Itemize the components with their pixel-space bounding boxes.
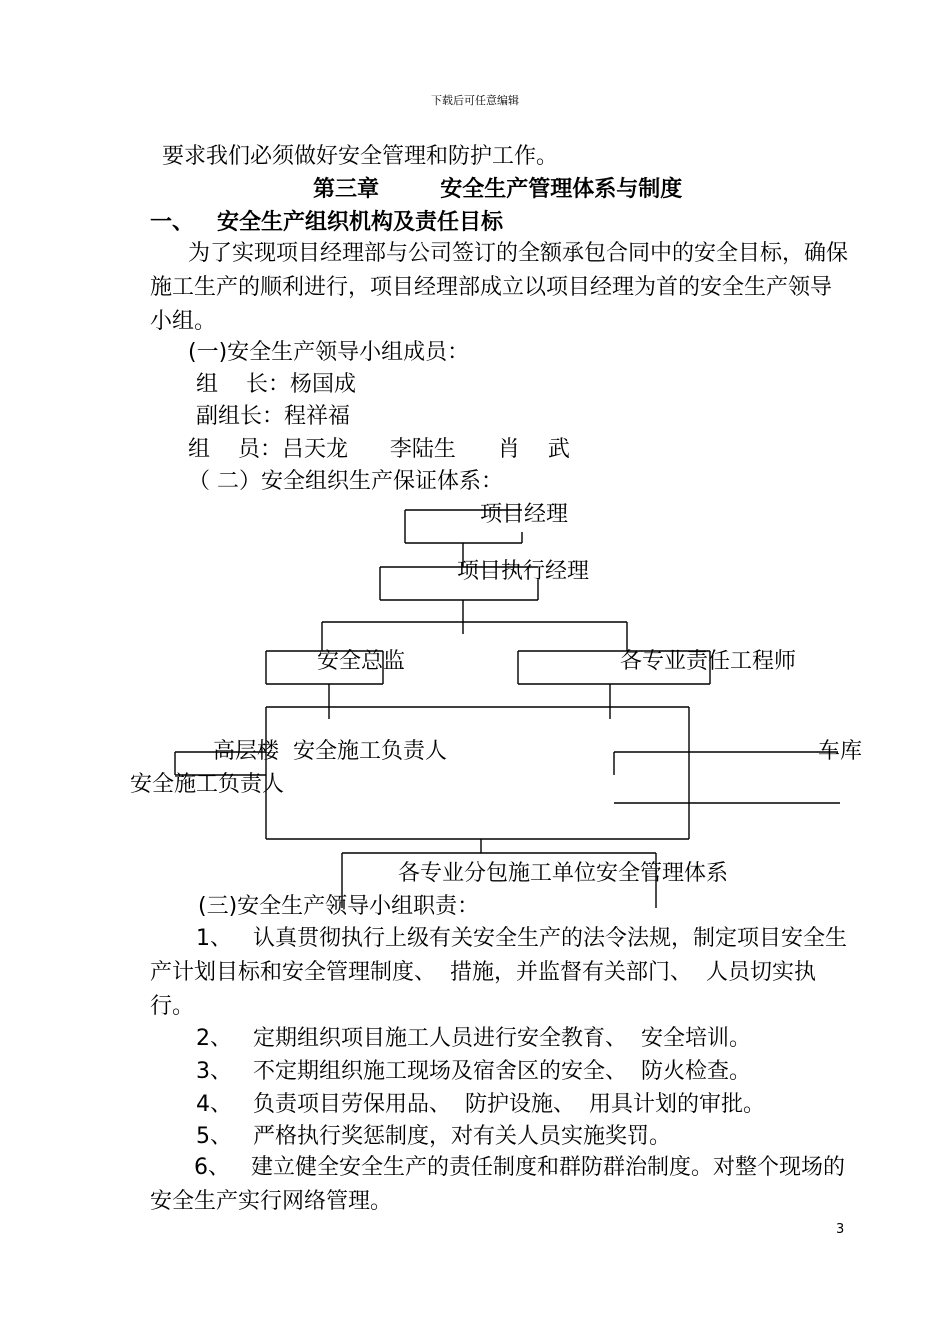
- header-note: 下载后可任意编辑: [431, 94, 519, 107]
- node-highrise-sub: 安全施工负责人: [130, 772, 285, 797]
- system-title: （ 二）安全组织生产保证体系：: [188, 469, 503, 494]
- intro-line: 要求我们必须做好安全管理和防护工作。: [162, 144, 559, 169]
- staff-line: 组 员：吕天龙 李陆生 肖 武: [188, 437, 570, 462]
- leader-line: 组 长：杨国成: [196, 372, 356, 397]
- duty-item-5: 5、 严格执行奖惩制度，对有关人员实施奖罚。: [196, 1124, 671, 1149]
- section-paragraph: 为了实现项目经理部与公司签订的全额承包合同中的安全目标，确保施工生产的顺利进行，项目经理部成立以项目经理为首的安全生产领导小组。: [150, 241, 849, 334]
- node-project-manager: 项目经理: [480, 502, 569, 527]
- node-exec-manager: 项目执行经理: [457, 559, 590, 584]
- page-number: 3: [836, 1222, 845, 1237]
- duty-item-4: 4、 负责项目劳保用品、 防护设施、 用具计划的审批。: [196, 1092, 765, 1117]
- chapter-title: 第三章 安全生产管理体系与制度: [313, 177, 683, 202]
- node-garage: 车库: [818, 739, 863, 764]
- duty-item-6: 6、 建立健全安全生产的责任制度和群防群治制度。对整个现场的安全生产实行网络管理。: [150, 1155, 845, 1214]
- duty-item-1: 1、 认真贯彻执行上级有关安全生产的法令法规，制定项目安全生产计划目标和安全管理制度、 措施，并监督有关部门、 人员切实执行。: [150, 926, 847, 1019]
- duty-item-2: 2、 定期组织项目施工人员进行安全教育、 安全培训。: [196, 1026, 751, 1051]
- members-title: (一)安全生产领导小组成员：: [188, 340, 470, 365]
- node-safety-director: 安全总监: [317, 649, 406, 674]
- node-highrise: 高层楼 安全施工负责人: [213, 739, 447, 764]
- deputy-line: 副组长：程祥福: [196, 404, 351, 429]
- node-subcontract: 各专业分包施工单位安全管理体系: [398, 861, 729, 886]
- node-engineers: 各专业责任工程师: [620, 649, 797, 674]
- section-heading: 一、 安全生产组织机构及责任目标: [150, 210, 503, 235]
- duty-item-3: 3、 不定期组织施工现场及宿舍区的安全、 防火检查。: [196, 1059, 751, 1084]
- duties-title: (三)安全生产领导小组职责：: [198, 894, 480, 919]
